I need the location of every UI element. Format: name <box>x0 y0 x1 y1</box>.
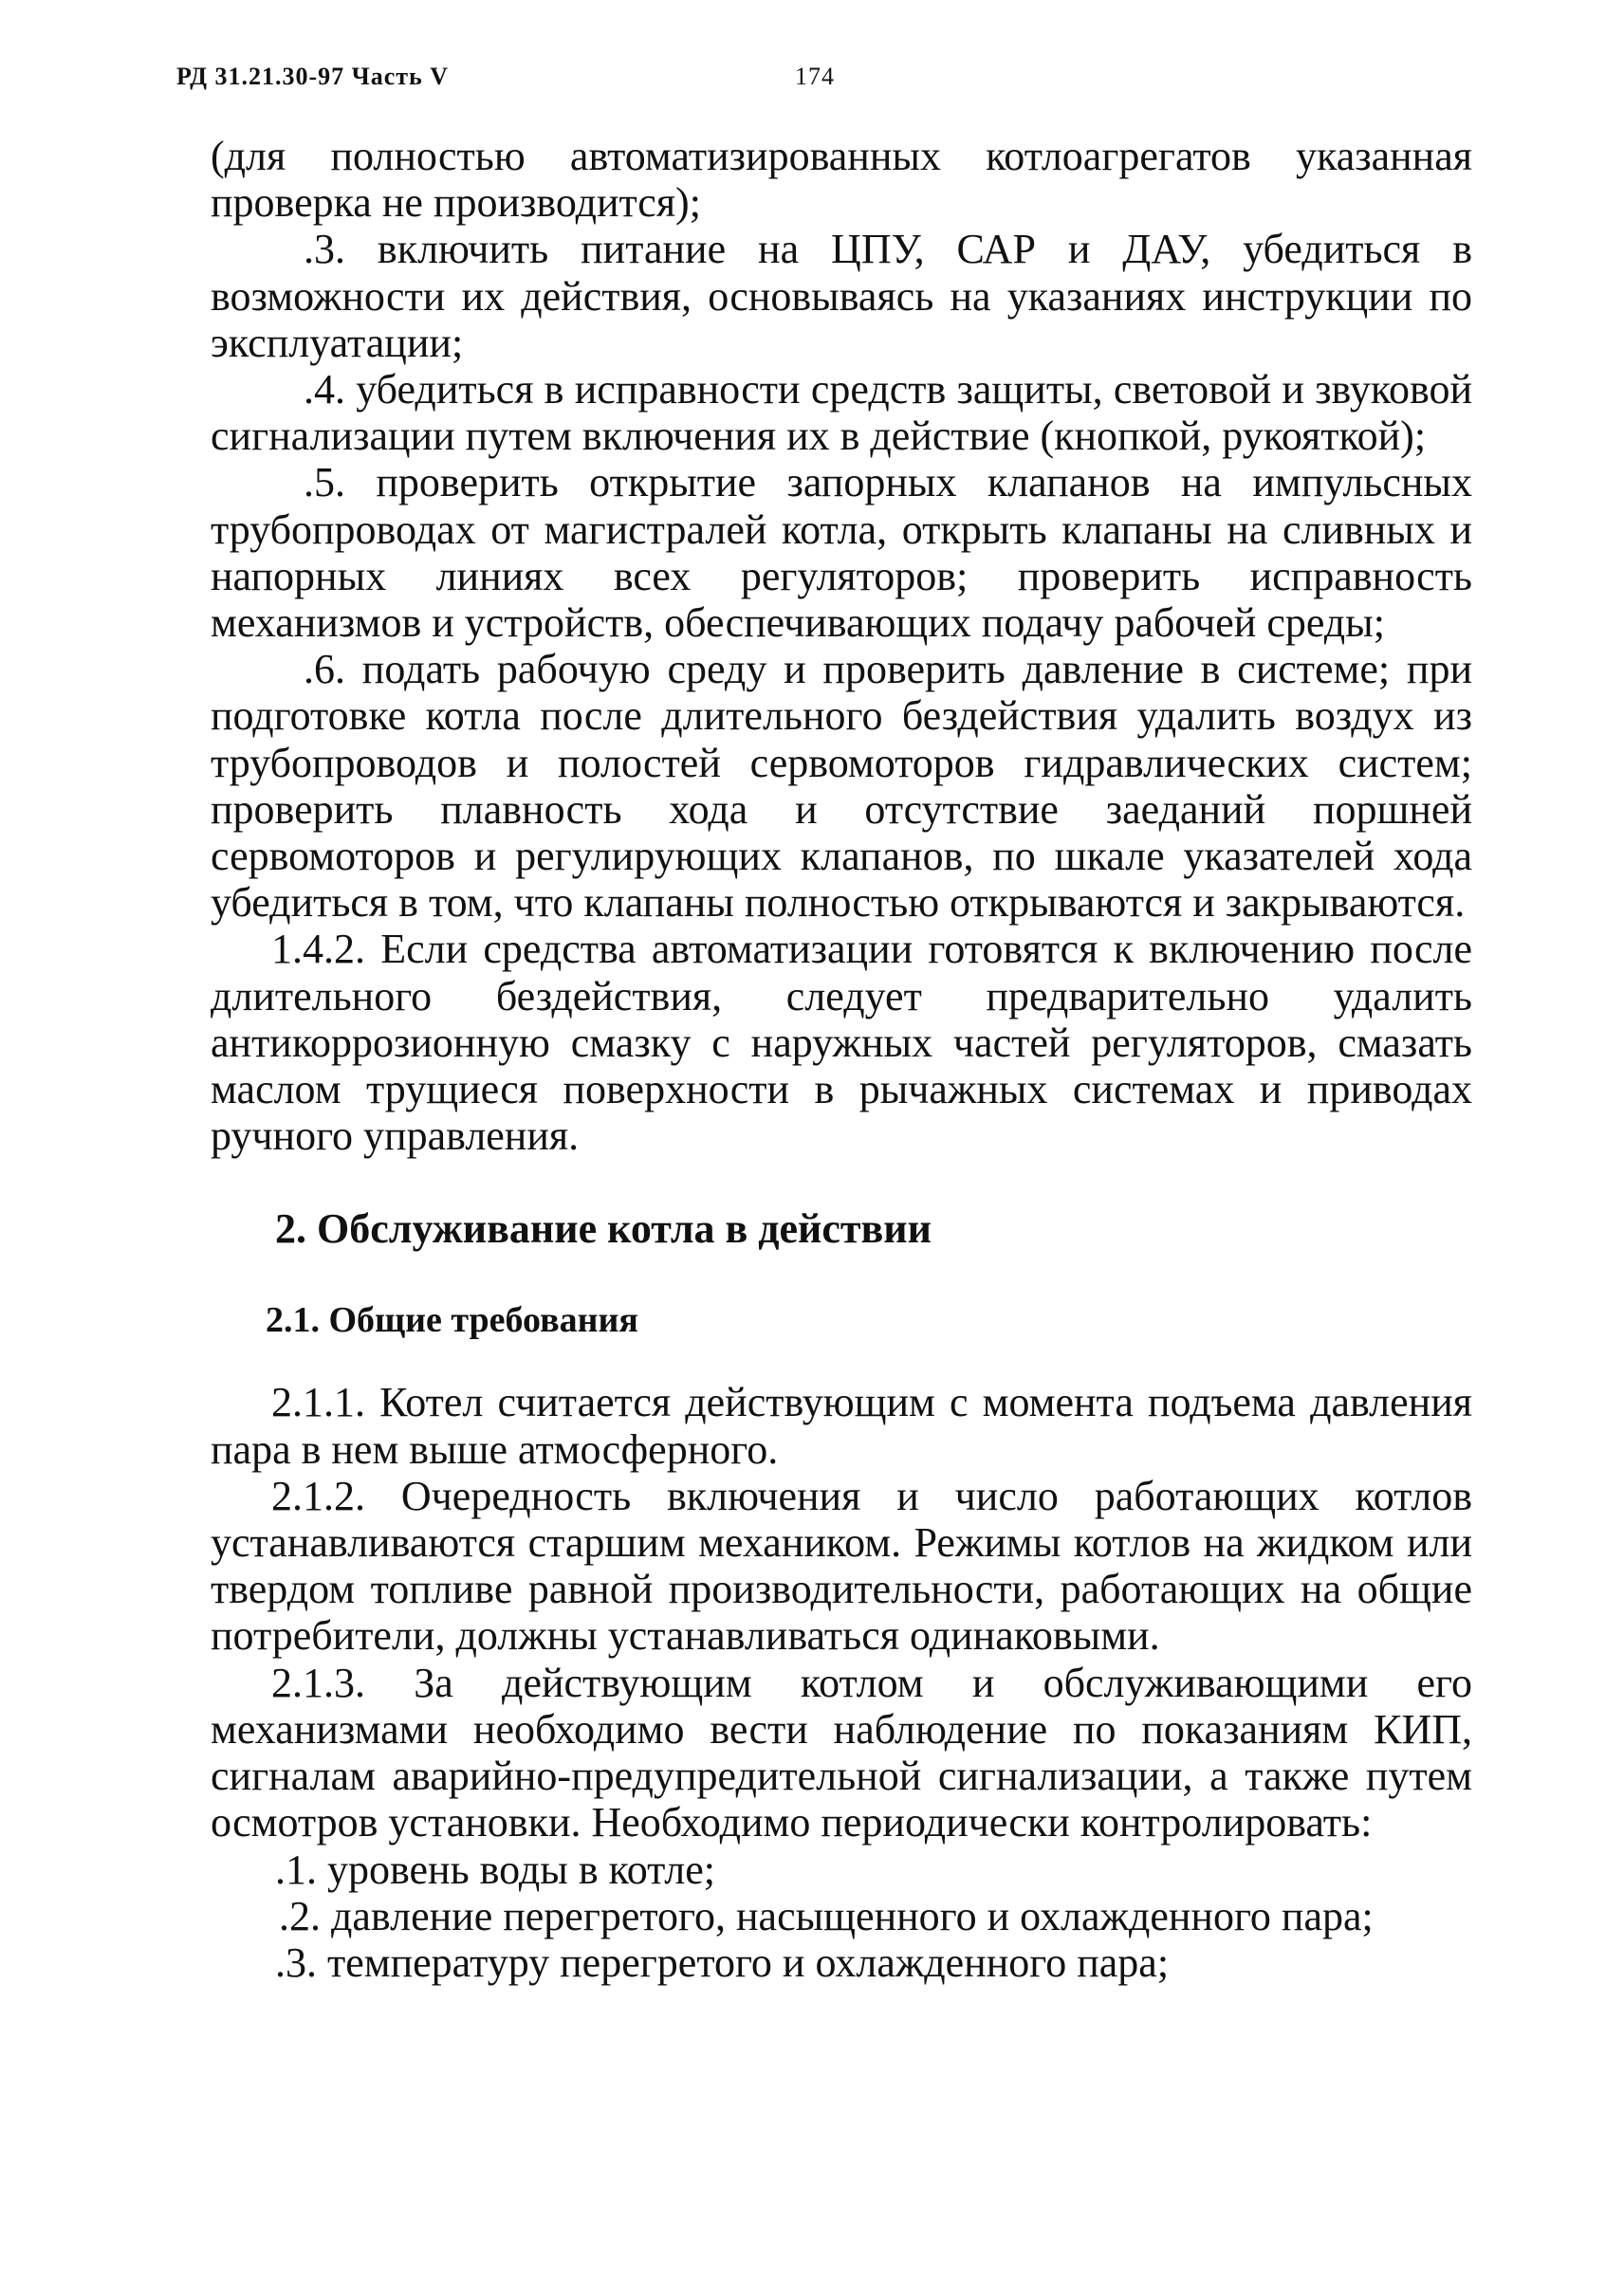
list-item: .1. уровень воды в котле; <box>275 1846 715 1893</box>
paragraph-continuation: (для полностью автоматизированных котлоагрегатов указанная проверка не производится); <box>211 133 1472 227</box>
document-body <box>211 133 1472 1986</box>
spacer <box>211 1347 1472 1379</box>
section-heading: 2. Обслуживание котла в действии <box>275 1205 932 1253</box>
paragraph-1-4-2: 1.4.2. Если средства автоматизации готовятся к включению после длительного бездействия, следует предварительно удалить антикоррозионную смазку с наружных частей регуляторов, смазать маслом трущиеся поверхности в рычажных системах и приводах ручного управления. <box>211 926 1472 1160</box>
paragraph-item-4: .4. убедиться в исправности средств защиты, световой и звуковой сигнализации путем включения их в действие (кнопкой, рукояткой); <box>211 366 1472 460</box>
list-item: .2. давление перегретого, насыщенного и охлажденного пара; <box>279 1892 1374 1939</box>
paragraph-2-1-1: 2.1.1. Котел считается действующим с момента подъема давления пара в нем выше атмосферного. <box>211 1379 1472 1473</box>
paragraph-2-1-3: 2.1.3. За действующим котлом и обслуживающими его механизмами необходимо вести наблюдение по показаниям КИП, сигналам аварийно-предупредительной сигнализации, а также путем осмотров установки. Необходимо периодически контролировать: <box>211 1659 1472 1846</box>
list-item: .3. температуру перегретого и охлажденного пара; <box>275 1938 1170 1986</box>
subsection-heading: 2.1. Общие требования <box>266 1300 638 1341</box>
paragraph-2-1-2: 2.1.2. Очередность включения и число работающих котлов устанавливаются старшим механиком. Режимы котлов на жидком или твердом топливе равной производительности, работающих на общие потребители, должны устанавливаться одинаковыми. <box>211 1472 1472 1660</box>
running-header <box>176 63 1486 101</box>
paragraph-item-6: .6. подать рабочую среду и проверить давление в системе; при подготовке котла после длительного бездействия удалить воздух из трубопроводов и полостей сервомоторов гидравлических систем; проверить плавность хода и отсутствие заеданий поршней сервомоторов и регулирующих клапанов, по шкале указателей хода убедиться в том, что клапаны полностью открываются и закрываются. <box>211 646 1472 927</box>
page-number: 174 <box>795 63 835 90</box>
paragraph-item-3: .3. включить питание на ЦПУ, САР и ДАУ, убедиться в возможности их действия, основываясь на указаниях инструкции по эксплуатации; <box>211 226 1472 366</box>
paragraph-item-5: .5. проверить открытие запорных клапанов на импульсных трубопроводах от магистралей котла, открыть клапаны на сливных и напорных линиях всех регуляторов; проверить исправность механизмов и устройств, обеспечивающих подачу рабочей среды; <box>211 459 1472 647</box>
document-id: РД 31.21.30-97 Часть V <box>176 63 450 90</box>
